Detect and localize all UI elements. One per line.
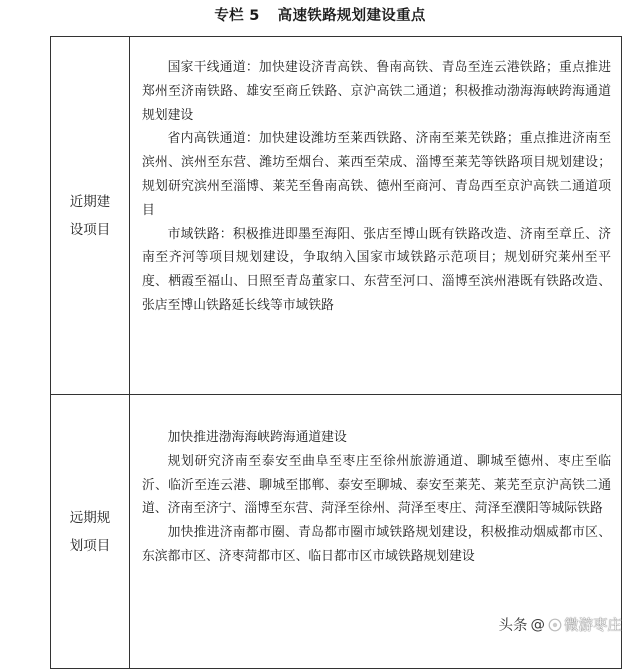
row-label-line: 设项目 <box>69 221 111 238</box>
page-title <box>0 6 640 26</box>
row-label-line: 近期建 <box>69 193 111 210</box>
paragraph-national-trunk: 国家干线通道：加快建设济青高铁、鲁南高铁、青岛至连云港铁路；重点推进郑州至济南铁路、雄安至商丘铁路、京沪高铁二通道；积极推动渤海海峡跨海通道规划建设 <box>142 60 611 123</box>
paragraph-provincial: 省内高铁通道：加快建设潍坊至莱西铁路、济南至莱芜铁路；重点推进济南至滨州、滨州至东营、潍坊至烟台、莱西至荣成、淄博至莱芜等铁路项目规划建设；规划研究滨州至淄博、莱芜至鲁南高铁、德州至商河、青岛西至京沪高铁二通道项目 <box>142 131 611 218</box>
watermark-source: 头条 <box>498 618 528 634</box>
paragraph-municipal: 市域铁路：积极推进即墨至海阳、张店至博山既有铁路改造、济南至章丘、济南至齐河等项目规划建设，争取纳入国家市域铁路示范项目；规划研究莱州至平度、栖霞至福山、日照至青岛董家口、东营至河口、淄博至滨州港既有铁路改造、张店至博山铁路延长线等市域铁路 <box>142 226 611 313</box>
table-row-near-term <box>51 37 622 395</box>
paragraph-metropolitan: 加快推进济南都市圈、青岛都市圈市域铁路规划建设，积极推动烟威都市区、东滨都市区、济枣菏都市区、临日都市区市域铁路规划建设 <box>142 525 611 564</box>
paragraph-intercity: 规划研究济南至泰安至曲阜至枣庄至徐州旅游通道、聊城至德州、枣庄至临沂、临沂至连云港、聊城至邯郸、泰安至聊城、泰安至莱芜、莱芜至京沪高铁二通道、济南至济宁、淄博至东营、菏泽至徐州、菏泽至枣庄、菏泽至濮阳等城际铁路 <box>142 453 611 517</box>
row-label-line: 划项目 <box>69 537 111 554</box>
row-label-long-term <box>51 395 130 669</box>
row-content-near-term <box>130 37 622 395</box>
column-label: 专栏 5 <box>214 8 260 24</box>
logo-icon <box>548 618 562 632</box>
row-label-line: 远期规 <box>69 509 111 526</box>
watermark-account: 微游枣庄 <box>564 618 622 634</box>
row-label-near-term <box>51 37 130 395</box>
watermark-separator: @ <box>530 616 545 633</box>
paragraph-bohai-tunnel: 加快推进渤海海峡跨海通道建设 <box>167 430 347 445</box>
column-title: 高速铁路规划建设重点 <box>277 8 426 24</box>
content-table <box>50 36 622 669</box>
watermark <box>499 614 623 635</box>
